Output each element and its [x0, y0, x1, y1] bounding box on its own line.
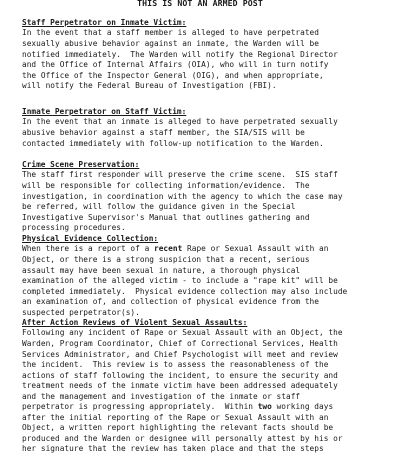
text-line: actions of staff following the incident, to ensure the security and [22, 370, 338, 380]
text-line: In the event that an inmate is alleged to have perpetrated sexually [22, 117, 338, 127]
section-after-action-reviews [22, 318, 388, 455]
emphasized-word: two [257, 402, 272, 412]
text-line: and the Office of Internal Affairs (OIA), who will in turn notify [22, 60, 329, 70]
text-line: treatment needs of the inmate victim have been addressed adequately [22, 381, 338, 391]
section-heading: After Action Reviews of Violent Sexual Assaults: [22, 318, 248, 327]
section-physical-evidence [22, 234, 388, 318]
text-line: her signature that the review has taken place and that the steps [22, 444, 324, 454]
text-line: the Office of the Inspector General (OIG), and when appropriate, [22, 70, 324, 80]
text-line: investigation, in coordination with the agency to which the case may [22, 191, 343, 201]
text-line: abusive behavior against a staff member, the SIA/SIS will be [22, 127, 305, 137]
text-line-part: When there is a report of a recent Rape or Sexual Assault with an [22, 244, 329, 254]
section-heading: Physical Evidence Collection: [22, 234, 159, 243]
text-line [22, 402, 388, 413]
text-line: Object, or there is a strong suspicion that a recent, serious [22, 254, 310, 264]
text-line: and the management and investigation of the inmate or staff [22, 391, 301, 401]
section-heading: Staff Perpetrator on Inmate Victim: [22, 18, 187, 27]
text-line: contacted immediately with follow-up notification to the Warden. [22, 138, 324, 148]
section-staff-perpetrator [22, 18, 388, 92]
text-line: be referred, will follow the guidance given in the Special [22, 202, 296, 212]
text-line: Warden, Program Coordinator, Chief of Correctional Services, Health [22, 338, 338, 348]
text-line: completed immediately. Physical evidence collection may also include [22, 286, 348, 296]
text-line: Services Administrator, and Chief Psychologist will meet and review [22, 349, 338, 359]
text-line: The staff first responder will preserve the crime scene. SIS staff [22, 170, 338, 180]
text-line: examination of the alleged victim - to include a "rape kit" will be [22, 276, 338, 286]
text-line-part: perpetrator is progressing appropriately. Within two working days [22, 402, 334, 412]
text-line: assault may have been sexual in nature, a thorough physical [22, 265, 301, 275]
emphasized-word: recent [154, 244, 183, 254]
text-line: notified immediately. The Warden will notify the Regional Director [22, 49, 338, 59]
page-header: THIS IS NOT AN ARMED POST [137, 0, 263, 8]
text-line: an examination of, and collection of physical evidence from the [22, 297, 319, 307]
text-line: sexually abusive behavior against an inmate, the Warden will be [22, 38, 319, 48]
text-line: the incident. This review is to assess the reasonableness of the [22, 360, 329, 370]
text-line: after the initial reporting of the Rape or Sexual Assault with an [22, 412, 329, 422]
text-line: processing procedures. [22, 223, 126, 233]
text-line: In the event that a staff member is alleged to have perpetrated [22, 28, 319, 38]
text-line: produced and the Warden or designee will personally attest by his or [22, 433, 343, 443]
text-line: will notify the Federal Bureau of Investigation (FBI). [22, 81, 277, 91]
text-line: Object, a written report highlighting the relevant facts should be [22, 423, 334, 433]
text-line [22, 244, 388, 255]
section-inmate-perpetrator [22, 107, 388, 149]
text-line: suspected perpetrator(s). [22, 307, 140, 317]
section-crime-scene [22, 160, 388, 234]
section-heading: Inmate Perpetrator on Staff Victim: [22, 107, 187, 116]
section-heading: Crime Scene Preservation: [22, 160, 140, 169]
text-line: will be responsible for collecting information/evidence. The [22, 180, 310, 190]
text-line: Following any incident of Rape or Sexual Assault with an Object, the [22, 328, 343, 338]
text-line: Investigative Supervisor's Manual that outlines gathering and [22, 212, 310, 222]
